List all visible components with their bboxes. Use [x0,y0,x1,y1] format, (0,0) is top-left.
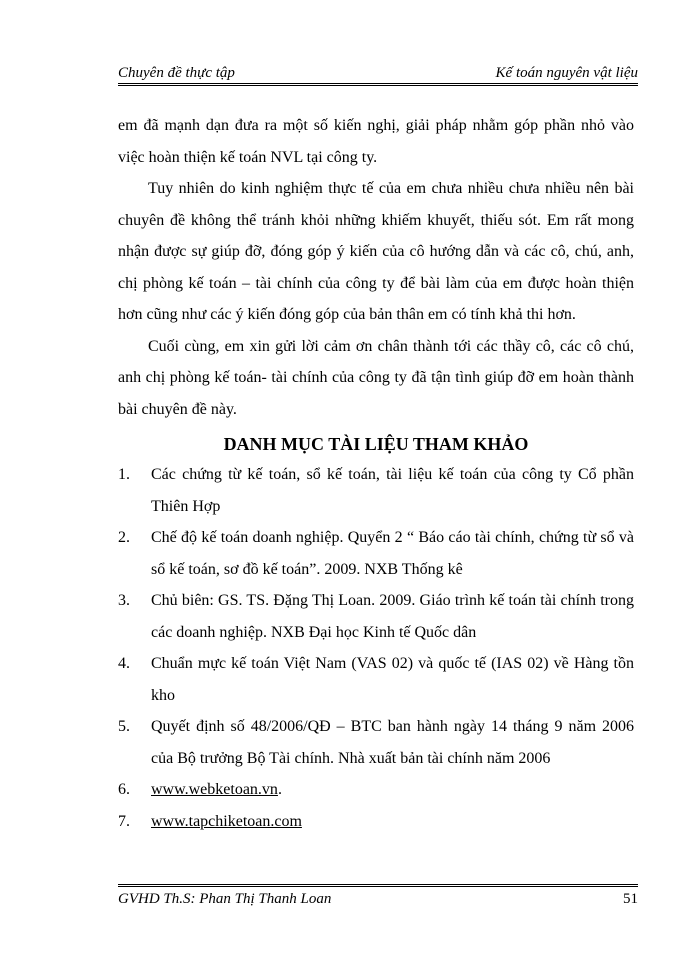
page-header [118,60,638,86]
reference-text: Chế độ kế toán doanh nghiệp. Quyển 2 “ Báo cáo tài chính, chứng từ sổ và sổ kế toán, sơ đồ kế toán”. 2009. NXB Thống kê [151,529,634,578]
page-footer [118,884,638,908]
paragraph-3: Cuối cùng, em xin gửi lời cảm ơn chân thành tới các thầy cô, các cô chú, anh chị phòng kế toán- tài chính của công ty đã tận tình giúp đỡ em hoàn thành bài chuyên đề này. [118,337,634,418]
footer-supervisor: GVHD Th.S: Phan Thị Thanh Loan [118,891,332,907]
reference-number: 3. [118,592,130,609]
reference-text: Chuẩn mực kế toán Việt Nam (VAS 02) và quốc tế (IAS 02) về Hàng tồn kho [151,655,634,704]
reference-number: 1. [118,466,130,483]
document-body [118,110,634,837]
reference-number: 5. [118,718,130,735]
reference-number: 4. [118,655,130,672]
header-right-title: Kế toán nguyên vật liệu [495,65,638,81]
reference-text: Các chứng từ kế toán, sổ kế toán, tài liệu kế toán của công ty Cổ phần Thiên Hợp [151,466,634,515]
header-left-title: Chuyên đề thực tập [118,65,235,81]
webketoan-link[interactable]: www.webketoan.vn [151,781,278,798]
references-title: DANH MỤC TÀI LIỆU THAM KHẢO [223,434,529,454]
reference-item-4 [118,648,634,711]
reference-suffix: . [277,781,282,798]
tapchiketoan-link[interactable]: www.tapchiketoan.com [151,812,302,830]
reference-text [151,806,634,838]
reference-text [151,774,634,806]
reference-number: 7. [118,812,130,830]
reference-item-3 [118,585,634,648]
reference-number: 6. [118,781,130,798]
reference-item-2 [118,522,634,585]
reference-item-1 [118,459,634,522]
reference-text: Chủ biên: GS. TS. Đặng Thị Loan. 2009. Giáo trình kế toán tài chính trong các doanh nghiệp. NXB Đại học Kinh tế Quốc dân [151,592,634,641]
reference-item-5 [118,711,634,774]
references-list [118,459,634,837]
reference-number: 2. [118,529,130,546]
reference-item-7 [118,806,634,838]
reference-item-6 [118,774,634,806]
paragraph-2: Tuy nhiên do kinh nghiệm thực tế của em chưa nhiều chưa nhiều nên bài chuyên đề không thể tránh khỏi những khiếm khuyết, thiếu sót. Em rất mong nhận được sự giúp đỡ, đóng góp ý kiến của cô hướng dẫn và các cô, chú, anh, chị phòng kế toán – tài chính của công ty để bài làm của em được hoàn thiện hơn cũng như các ý kiến đóng góp của bản thân em có tính khả thi hơn. [118,180,634,323]
reference-text: Quyết định số 48/2006/QĐ – BTC ban hành ngày 14 tháng 9 năm 2006 của Bộ trưởng Bộ Tài chính. Nhà xuất bản tài chính năm 2006 [151,718,634,767]
page-number: 51 [623,891,638,907]
paragraph-1: em đã mạnh dạn đưa ra một số kiến nghị, giải pháp nhằm góp phần nhỏ vào việc hoàn thiện kế toán NVL tại công ty. [118,117,634,166]
